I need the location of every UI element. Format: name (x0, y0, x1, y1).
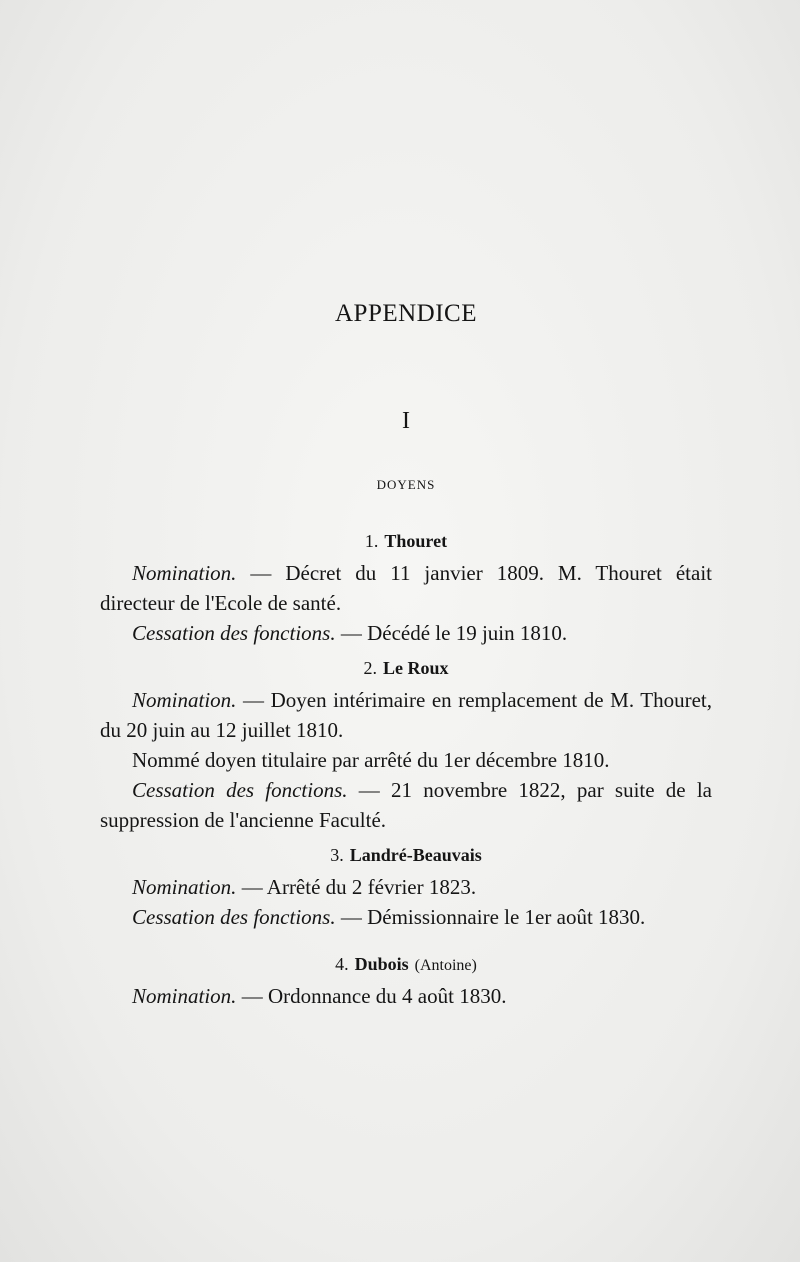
section-heading: DOYENS (376, 477, 436, 492)
entry-heading (100, 531, 712, 552)
entry (100, 954, 712, 1011)
paragraph-text: — Ordonnance du 4 août 1830. (236, 984, 507, 1008)
entry-number: 4. (335, 954, 349, 974)
paragraph-label: Nomination. (132, 561, 237, 585)
paragraph-text: — Démissionnaire le 1er août 1830. (335, 905, 646, 929)
page-title: APPENDICE (334, 300, 477, 327)
paragraph-text: — 21 novembre 1822, par suite de la suppression de l'ancienne Faculté. (100, 778, 712, 832)
entry-subname: (Antoine) (414, 957, 477, 974)
document-body (100, 300, 712, 1011)
paragraph-label: Nomination. (132, 875, 237, 899)
paragraph (100, 872, 712, 902)
paragraph (100, 558, 712, 618)
paragraph (100, 902, 712, 932)
paragraph-label: Cessation des fonctions. (132, 621, 336, 645)
entry (100, 658, 712, 835)
paragraph-label: Nomination. (132, 984, 237, 1008)
entry-heading (100, 658, 712, 679)
paragraph-text: Nommé doyen titulaire par arrêté du 1er décembre 1810. (132, 748, 610, 772)
entry-number: 1. (364, 531, 379, 551)
paragraph-text: — Arrêté du 2 février 1823. (236, 875, 477, 899)
paragraph (100, 775, 712, 835)
entry-number: 3. (330, 845, 344, 865)
entry-name: Le Roux (382, 658, 449, 678)
section-number: I (402, 408, 410, 434)
paragraph-label: Nomination. (132, 688, 237, 712)
entry-name: Landré-Beauvais (349, 845, 482, 865)
entry-name: Dubois (354, 954, 409, 974)
paragraph-text: — Doyen intérimaire en remplacement de M. Thouret, du 20 juin au 12 juillet 1810. (100, 688, 712, 742)
paragraph-text: — Décédé le 19 juin 1810. (335, 621, 568, 645)
paragraph (100, 981, 712, 1011)
entry-name: Thouret (384, 531, 448, 551)
entry-heading (100, 845, 712, 866)
paragraph (100, 745, 712, 775)
entry-number: 2. (363, 658, 377, 678)
paragraph-label: Cessation des fonctions. (132, 905, 336, 929)
paragraph-label: Cessation des fonctions. (132, 778, 348, 802)
paragraph (100, 685, 712, 745)
paragraph (100, 618, 712, 648)
entry (100, 531, 712, 648)
entry (100, 845, 712, 932)
entry-heading (100, 954, 712, 975)
paragraph-text: — Décret du 11 janvier 1809. M. Thouret était directeur de l'Ecole de santé. (100, 561, 712, 615)
